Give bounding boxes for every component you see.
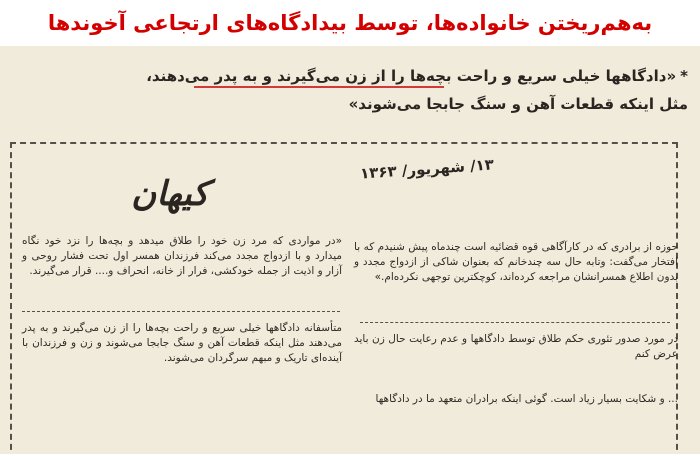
right-column-separator (360, 322, 670, 323)
quote-line-1-text: «دادگاهها خیلی سریع و راحت بچه‌ها را از زن می‌گیرند و به پدر می‌دهند، (146, 67, 677, 85)
page-headline: به‌هم‌ریختن خانواده‌ها، توسط بیدادگاه‌های ارتجاعی آخوندها (0, 0, 700, 46)
right-column-paragraph-1: حوزه از برادری که در کارآگاهی قوه قضائیه است چندماه پیش شنیدم که با افتخار می‌گفت: وتابه حال سه چندخانم که بعنوان شاکی از ازدواج مجدد و بدون اطلاع همسرانشان مراجعه کرده‌اند، کوچکترین توجهی نکرده‌ام.» (354, 241, 678, 283)
newspaper-masthead: کیهان (131, 174, 209, 214)
left-column-separator (22, 311, 340, 312)
quote-line-2: مثل اینکه قطعات آهن و سنگ جابجا می‌شوند» (348, 95, 688, 113)
left-column-paragraph-1: «در مواردی که مرد زن خود را طلاق میدهد و بچه‌ها را نزد خود نگاه میدارد و با ازدواج مجدد می‌کند فرزندان همسر اول تحت فشار روحی و آزار و اذیت از جمله خودکشی، فرار از خانه، انحراف و.... قرار می‌گیرند. (22, 235, 342, 277)
left-column-paragraph-2: متأسفانه دادگاهها خیلی سریع و راحت بچه‌ها را از زن می‌گیرند و به پدر می‌دهند مثل اینکه قطعات آهن و سنگ جابجا می‌شوند و زن و فرزندان با آینده‌ای تاریک و مبهم سرگردان می‌شوند. (22, 322, 342, 364)
quote-highlight-underline (194, 86, 444, 88)
quote-bullet: * (680, 67, 688, 85)
article-date: ۱۳/ شهریور/ ۱۳۶۳ (359, 155, 495, 183)
pull-quote (28, 62, 688, 118)
newspaper-clipping (0, 46, 700, 454)
right-column-paragraph-2: در مورد صدور تئوری حکم طلاق توسط دادگاهها و عدم رعایت حال زن باید عرض کنم ... و شکایت بسیار زیاد است. گوئی اینکه برادران متعهد ما در دادگاهها (354, 333, 678, 405)
